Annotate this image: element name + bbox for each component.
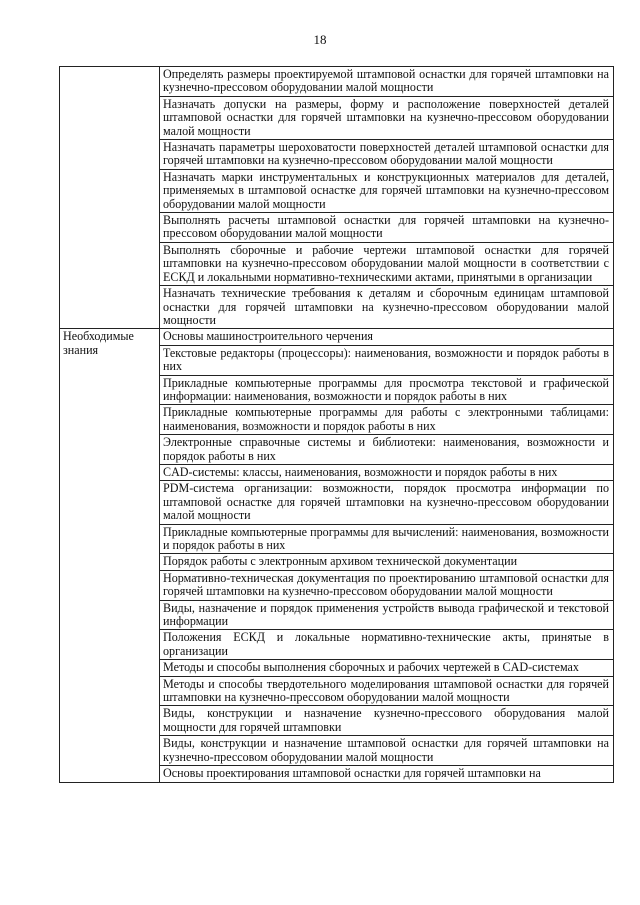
knowledge-label: Необходимые знания [60, 329, 160, 783]
skill-item: Выполнять расчеты штамповой оснастки для горячей штамповки на кузнечно-прессовом оборудовании малой мощности [160, 213, 614, 243]
knowledge-item: Виды, конструкции и назначение кузнечно-прессового оборудования малой мощности для горячей штамповки [160, 706, 614, 736]
skill-item: Назначать технические требования к деталям и сборочным единицам штамповой оснастки для горячей штамповки на кузнечно-прессовом оборудовании малой мощности [160, 286, 614, 329]
competency-table [59, 66, 614, 783]
skills-label-cell [60, 67, 160, 329]
skill-item: Назначать параметры шероховатости поверхностей деталей штамповой оснастки для горячей штамповки на кузнечно-прессовом оборудовании малой мощности [160, 140, 614, 170]
skill-item: Назначать допуски на размеры, форму и расположение поверхностей деталей штамповой оснастки для горячей штамповки на кузнечно-прессовом оборудовании малой мощности [160, 96, 614, 139]
knowledge-item: Прикладные компьютерные программы для просмотра текстовой и графической информации: наименования, возможности и порядок работы в них [160, 375, 614, 405]
knowledge-item: Виды, назначение и порядок применения устройств вывода графической и текстовой информации [160, 600, 614, 630]
page-number: 18 [313, 32, 327, 47]
skill-item: Определять размеры проектируемой штамповой оснастки для горячей штамповки на кузнечно-прессовом оборудовании малой мощности [160, 67, 614, 97]
knowledge-item: CAD-системы: классы, наименования, возможности и порядок работы в них [160, 464, 614, 480]
table-row [60, 67, 614, 97]
knowledge-item: Методы и способы выполнения сборочных и рабочих чертежей в CAD-системах [160, 660, 614, 676]
skill-item: Выполнять сборочные и рабочие чертежи штамповой оснастки для горячей штамповки на кузнечно-прессовом оборудовании малой мощности в соответствии с ЕСКД и локальными нормативно-техническими актами, принятыми в организации [160, 242, 614, 285]
knowledge-item: PDM-система организации: возможности, порядок просмотра информации по штамповой оснастке для горячей штамповки на кузнечно-прессовом оборудовании малой мощности [160, 481, 614, 524]
knowledge-item: Электронные справочные системы и библиотеки: наименования, возможности и порядок работы в них [160, 435, 614, 465]
knowledge-item: Методы и способы твердотельного моделирования штамповой оснастки для горячей штамповки на кузнечно-прессовом оборудовании малой мощности [160, 676, 614, 706]
knowledge-item: Порядок работы с электронным архивом технической документации [160, 554, 614, 570]
knowledge-item: Виды, конструкции и назначение штамповой оснастки для горячей штамповки на кузнечно-прессовом оборудовании малой мощности [160, 736, 614, 766]
knowledge-item: Прикладные компьютерные программы для вычислений: наименования, возможности и порядок работы в них [160, 524, 614, 554]
knowledge-item: Текстовые редакторы (процессоры): наименования, возможности и порядок работы в них [160, 345, 614, 375]
knowledge-item: Прикладные компьютерные программы для работы с электронными таблицами: наименования, возможности и порядок работы в них [160, 405, 614, 435]
knowledge-item: Основы машиностроительного черчения [160, 329, 614, 345]
knowledge-item: Положения ЕСКД и локальные нормативно-технические акты, принятые в организации [160, 630, 614, 660]
knowledge-item: Основы проектирования штамповой оснастки для горячей штамповки на [163, 767, 541, 781]
knowledge-item: Нормативно-техническая документация по проектированию штамповой оснастки для горячей штамповки на кузнечно-прессовом оборудовании малой мощности [160, 570, 614, 600]
table-row [60, 329, 614, 345]
skill-item: Назначать марки инструментальных и конструкционных материалов для деталей, применяемых в штамповой оснастке для горячей штамповки на кузнечно-прессовом оборудовании малой мощности [160, 169, 614, 212]
